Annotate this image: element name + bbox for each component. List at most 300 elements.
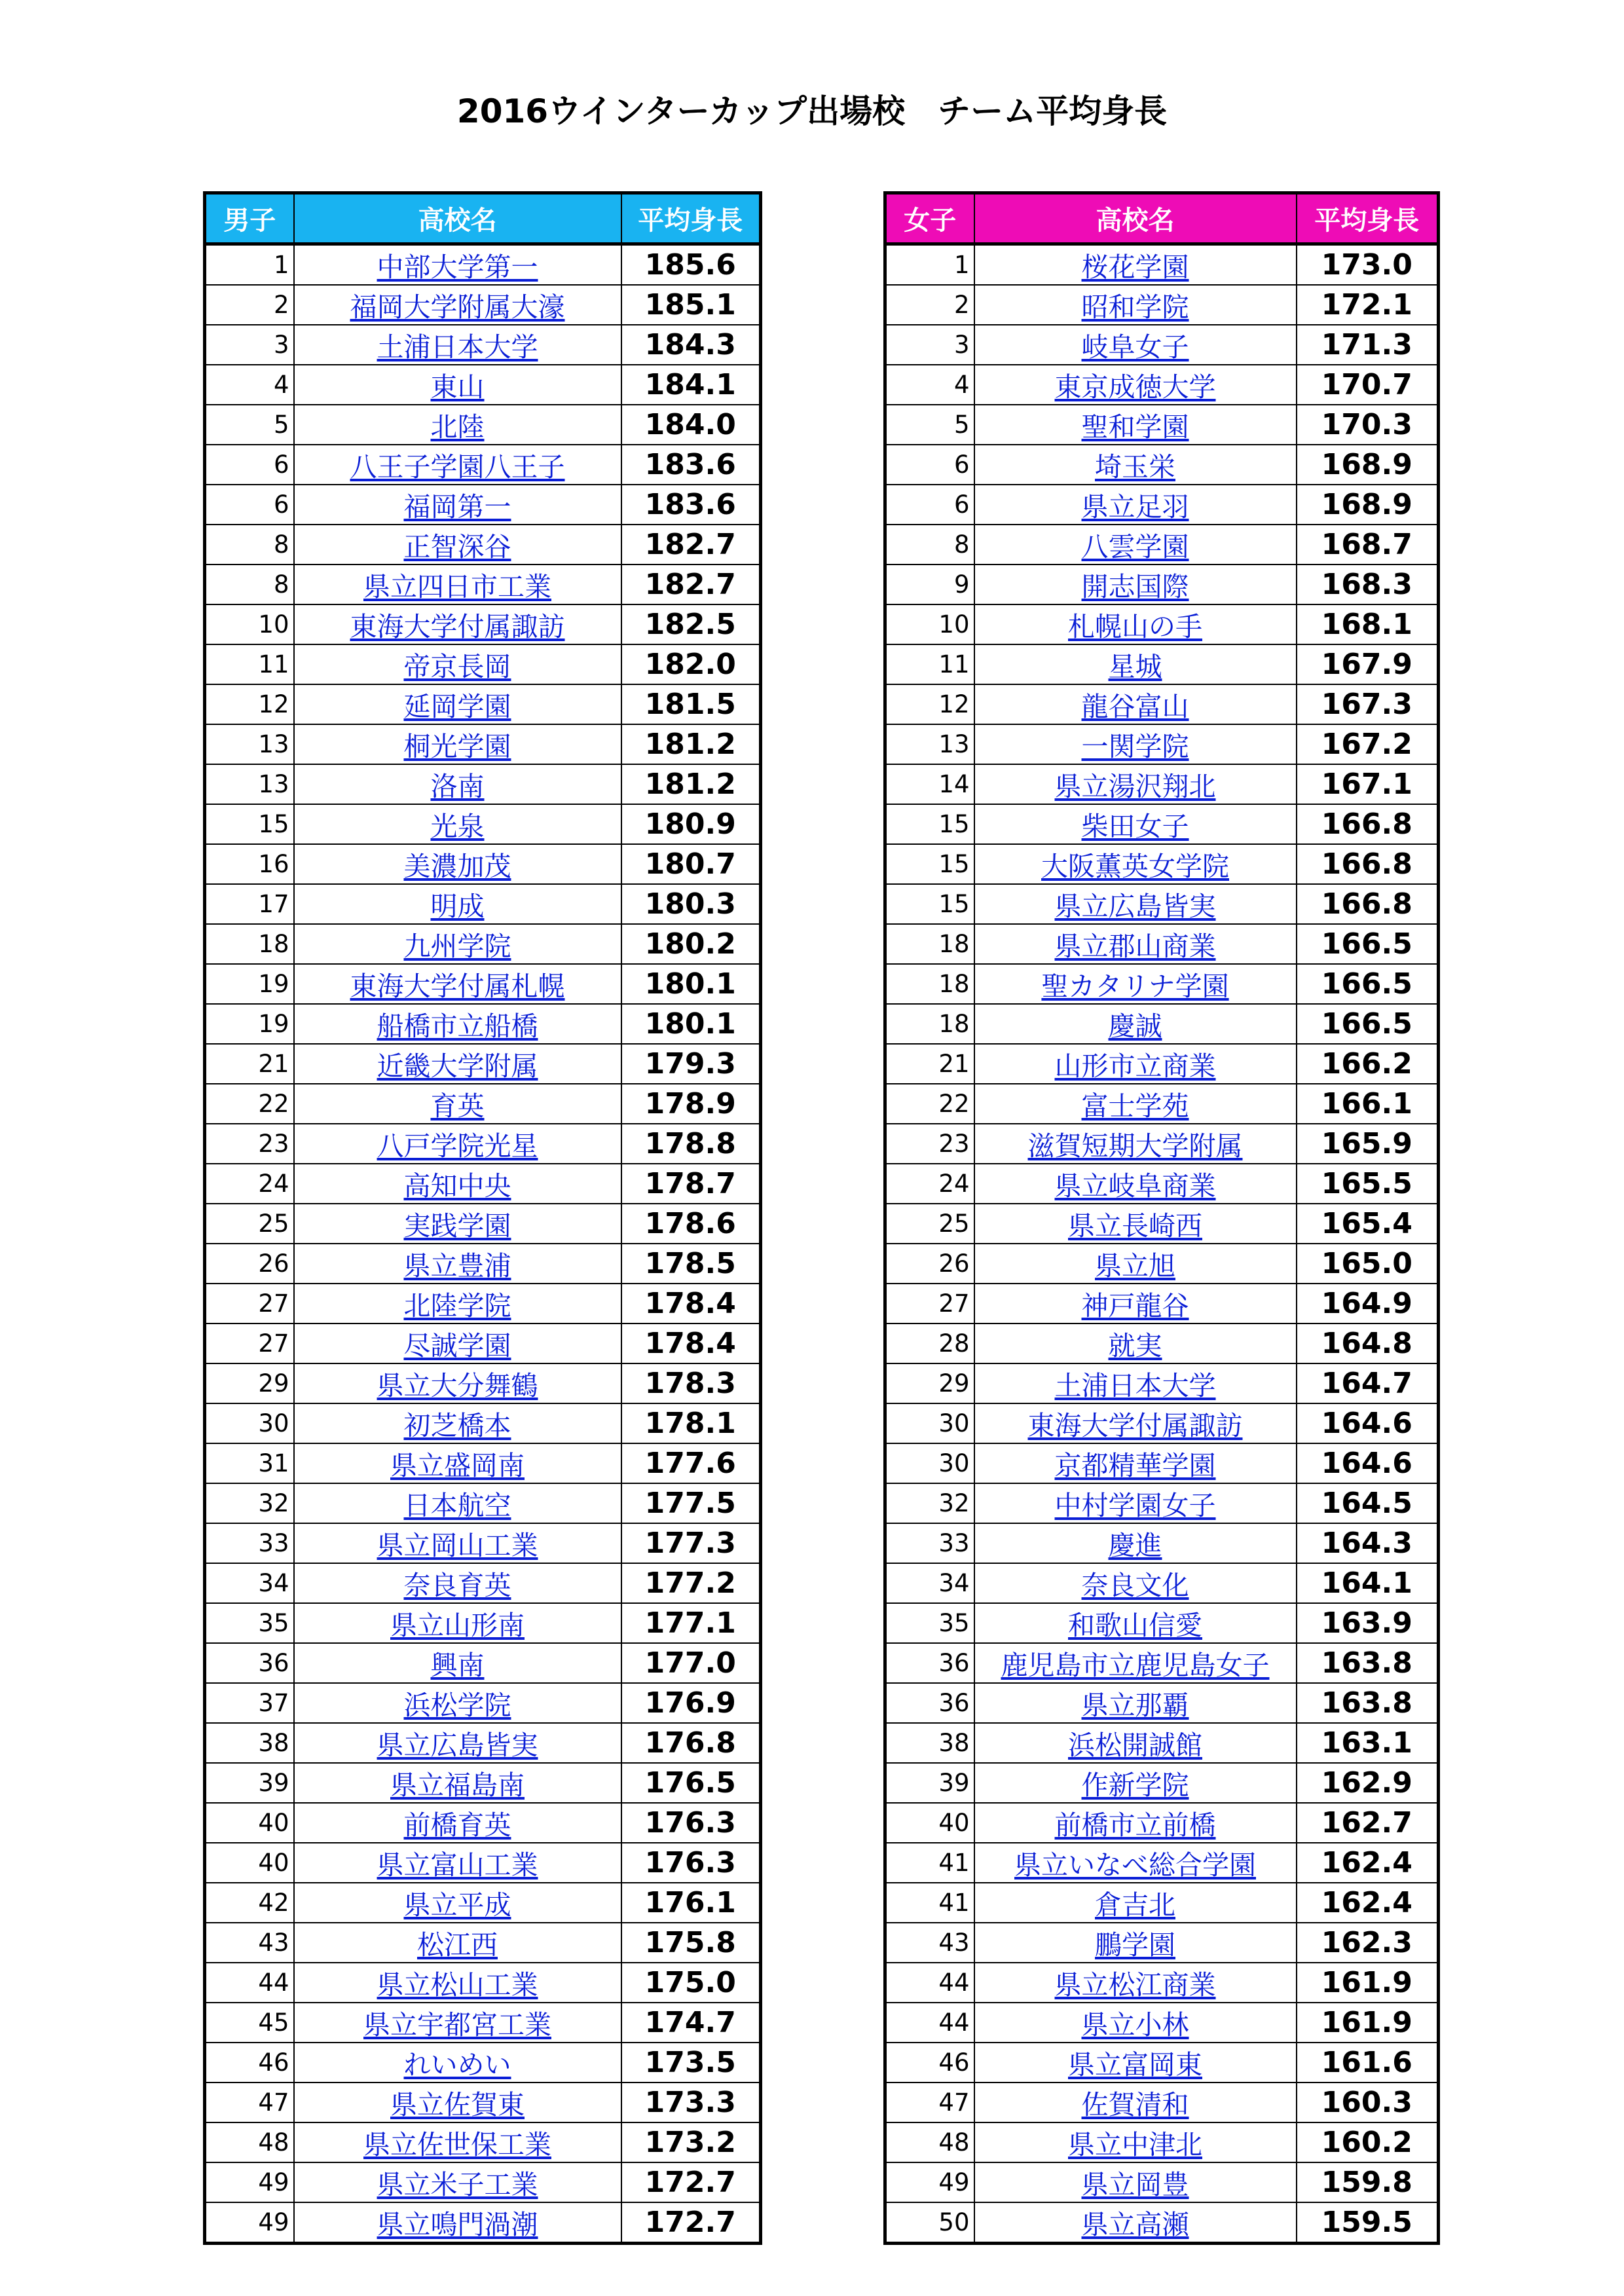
school-link[interactable]: 県立岡豊 <box>1081 2169 1189 2200</box>
rank-cell: 28 <box>885 1324 974 1363</box>
school-cell <box>974 365 1297 405</box>
average-height-cell: 181.2 <box>621 724 761 764</box>
average-height-cell: 176.9 <box>621 1683 761 1723</box>
school-cell <box>294 405 621 445</box>
school-cell <box>294 1803 621 1843</box>
average-height-cell: 166.5 <box>1297 964 1439 1004</box>
girls-header-row <box>885 193 1439 244</box>
school-link[interactable]: 桐光学園 <box>403 731 511 762</box>
school-link[interactable]: 岐阜女子 <box>1081 331 1189 363</box>
rank-cell: 40 <box>205 1843 294 1883</box>
boys-table-row <box>205 1803 761 1843</box>
girls-table-row <box>885 2202 1439 2244</box>
rank-cell: 27 <box>205 1324 294 1363</box>
school-link[interactable]: 滋賀短期大学附属 <box>1027 1130 1243 1162</box>
school-cell <box>294 1204 621 1244</box>
rank-cell: 33 <box>885 1523 974 1563</box>
school-link[interactable]: 昭和学院 <box>1081 291 1189 323</box>
rank-cell: 15 <box>205 804 294 844</box>
school-link[interactable]: 聖カタリナ学園 <box>1041 971 1229 1002</box>
girls-table-row <box>885 285 1439 325</box>
school-link[interactable]: 光泉 <box>430 811 485 842</box>
rank-cell: 30 <box>885 1443 974 1483</box>
school-link[interactable]: 県立小林 <box>1081 2009 1189 2041</box>
school-link[interactable]: 県立郡山商業 <box>1054 931 1216 962</box>
school-link[interactable]: 県立豊浦 <box>403 1250 511 1282</box>
average-height-cell: 167.3 <box>1297 684 1439 724</box>
school-cell <box>974 1803 1297 1843</box>
rank-cell: 18 <box>885 964 974 1004</box>
school-link[interactable]: 県立福島南 <box>390 1769 525 1801</box>
girls-table-row <box>885 2003 1439 2043</box>
rank-cell: 11 <box>205 644 294 684</box>
boys-table-row <box>205 2043 761 2083</box>
girls-table-row <box>885 2162 1439 2202</box>
school-link[interactable]: 東京成徳大学 <box>1054 371 1216 403</box>
boys-table-row <box>205 1563 761 1603</box>
school-link[interactable]: 県立佐賀東 <box>390 2089 525 2120</box>
boys-table-row <box>205 2162 761 2202</box>
average-height-cell: 165.9 <box>1297 1124 1439 1164</box>
average-height-cell: 166.8 <box>1297 884 1439 924</box>
school-cell <box>974 1004 1297 1044</box>
girls-height-table <box>883 191 1440 2245</box>
average-height-cell: 163.1 <box>1297 1723 1439 1763</box>
girls-table-row <box>885 1164 1439 1204</box>
school-link[interactable]: 県立足羽 <box>1081 491 1189 523</box>
school-link[interactable]: 県立那覇 <box>1081 1690 1189 1721</box>
girls-table-row <box>885 1044 1439 1084</box>
school-link[interactable]: 興南 <box>430 1650 485 1681</box>
girls-table-body <box>885 244 1439 2244</box>
school-link[interactable]: 福岡大学附属大濠 <box>350 291 565 323</box>
boys-table-row <box>205 244 761 286</box>
school-cell <box>294 924 621 964</box>
average-height-cell: 172.7 <box>621 2162 761 2202</box>
average-height-cell: 165.4 <box>1297 1204 1439 1244</box>
average-height-cell: 168.3 <box>1297 565 1439 604</box>
average-height-cell: 166.1 <box>1297 1084 1439 1124</box>
rank-cell: 46 <box>205 2043 294 2083</box>
school-cell <box>294 365 621 405</box>
average-height-cell: 162.4 <box>1297 1883 1439 1923</box>
school-link[interactable]: 明成 <box>430 891 485 922</box>
school-link[interactable]: 大阪薫英女学院 <box>1041 851 1229 882</box>
girls-table-row <box>885 1204 1439 1244</box>
rank-cell: 40 <box>885 1803 974 1843</box>
school-cell <box>294 525 621 565</box>
girls-table-row <box>885 684 1439 724</box>
boys-table-row <box>205 1084 761 1124</box>
boys-table-row <box>205 1883 761 1923</box>
school-link[interactable]: 県立中津北 <box>1068 2129 1202 2160</box>
rank-cell: 12 <box>885 684 974 724</box>
school-link[interactable]: 東海大学付属諏訪 <box>350 611 565 642</box>
school-link[interactable]: 札幌山の手 <box>1068 611 1202 642</box>
school-link[interactable]: 県立鳴門渦潮 <box>377 2209 538 2240</box>
average-height-cell: 162.4 <box>1297 1843 1439 1883</box>
school-link[interactable]: 実践学園 <box>403 1210 511 1242</box>
average-height-cell: 175.0 <box>621 1963 761 2003</box>
school-link[interactable]: 県立岐阜商業 <box>1054 1170 1216 1202</box>
school-link[interactable]: 県立大分舞鶴 <box>377 1370 538 1401</box>
rank-cell: 12 <box>205 684 294 724</box>
rank-cell: 36 <box>885 1683 974 1723</box>
average-height-cell: 174.7 <box>621 2003 761 2043</box>
school-link[interactable]: 倉吉北 <box>1095 1889 1175 1921</box>
average-height-cell: 180.3 <box>621 884 761 924</box>
boys-table-row <box>205 1244 761 1284</box>
school-link[interactable]: 県立広島皆実 <box>1054 891 1216 922</box>
school-link[interactable]: 県立広島皆実 <box>377 1730 538 1761</box>
average-height-cell: 164.6 <box>1297 1403 1439 1443</box>
school-link[interactable]: 洛南 <box>430 771 485 802</box>
boys-table-row <box>205 1923 761 1963</box>
average-height-cell: 173.2 <box>621 2122 761 2162</box>
school-cell <box>974 844 1297 884</box>
average-height-cell: 178.5 <box>621 1244 761 1284</box>
boys-table-row <box>205 1523 761 1563</box>
school-link[interactable]: 奈良文化 <box>1081 1570 1189 1601</box>
rank-cell: 27 <box>205 1284 294 1324</box>
school-link[interactable]: 美濃加茂 <box>403 851 511 882</box>
rank-cell: 14 <box>885 764 974 804</box>
school-cell <box>974 964 1297 1004</box>
school-cell <box>294 2043 621 2083</box>
school-cell <box>294 1523 621 1563</box>
school-cell <box>974 924 1297 964</box>
rank-cell: 32 <box>205 1483 294 1523</box>
school-cell <box>294 1603 621 1643</box>
school-link[interactable]: 和歌山信愛 <box>1068 1610 1202 1641</box>
rank-cell: 3 <box>205 325 294 365</box>
school-link[interactable]: 日本航空 <box>403 1490 511 1521</box>
rank-cell: 13 <box>205 724 294 764</box>
rank-cell: 15 <box>885 804 974 844</box>
school-cell <box>294 2083 621 2122</box>
rank-cell: 49 <box>205 2162 294 2202</box>
rank-cell: 30 <box>205 1403 294 1443</box>
school-link[interactable]: 北陸 <box>430 411 485 443</box>
school-link[interactable]: 県立山形南 <box>390 1610 525 1641</box>
school-link[interactable]: 松江西 <box>417 1929 498 1961</box>
school-link[interactable]: 前橋市立前橋 <box>1054 1809 1216 1841</box>
rank-cell: 39 <box>205 1763 294 1803</box>
school-link[interactable]: 八雲学園 <box>1081 531 1189 563</box>
school-link[interactable]: 県立富岡東 <box>1068 2049 1202 2081</box>
girls-table-row <box>885 964 1439 1004</box>
boys-table-row <box>205 924 761 964</box>
school-cell <box>294 1004 621 1044</box>
school-link[interactable]: 県立米子工業 <box>377 2169 538 2200</box>
school-link[interactable]: 県立松山工業 <box>377 1969 538 2001</box>
girls-table-row <box>885 525 1439 565</box>
average-height-cell: 162.9 <box>1297 1763 1439 1803</box>
school-link[interactable]: 北陸学院 <box>403 1290 511 1322</box>
rank-cell: 23 <box>885 1124 974 1164</box>
boys-table-row <box>205 325 761 365</box>
school-link[interactable]: 育英 <box>430 1090 485 1122</box>
school-link[interactable]: 東山 <box>430 371 485 403</box>
school-link[interactable]: 帝京長岡 <box>403 651 511 682</box>
school-cell <box>294 1084 621 1124</box>
girls-school-header: 高校名 <box>974 193 1297 244</box>
school-cell <box>974 1523 1297 1563</box>
school-link[interactable]: 延岡学園 <box>403 691 511 722</box>
school-link[interactable]: 龍谷富山 <box>1081 691 1189 722</box>
average-height-cell: 184.1 <box>621 365 761 405</box>
average-height-cell: 173.0 <box>1297 244 1439 286</box>
school-link[interactable]: 県立四日市工業 <box>363 571 551 602</box>
school-cell <box>294 1843 621 1883</box>
boys-table-row <box>205 1603 761 1643</box>
average-height-cell: 183.6 <box>621 445 761 485</box>
rank-cell: 6 <box>885 445 974 485</box>
average-height-cell: 171.3 <box>1297 325 1439 365</box>
average-height-cell: 176.5 <box>621 1763 761 1803</box>
boys-rank-header: 男子 <box>205 193 294 244</box>
boys-table-row <box>205 1363 761 1403</box>
school-link[interactable]: 浜松学院 <box>403 1690 511 1721</box>
boys-table-row <box>205 1643 761 1683</box>
school-cell <box>974 684 1297 724</box>
school-cell <box>974 1164 1297 1204</box>
boys-table-row <box>205 405 761 445</box>
rank-cell: 17 <box>205 884 294 924</box>
school-link[interactable]: 鹿児島市立鹿児島女子 <box>1001 1650 1270 1681</box>
rank-cell: 49 <box>205 2202 294 2244</box>
girls-table-row <box>885 1723 1439 1763</box>
rank-cell: 10 <box>885 604 974 644</box>
average-height-cell: 177.3 <box>621 1523 761 1563</box>
school-link[interactable]: 土浦日本大学 <box>377 331 538 363</box>
school-cell <box>294 1643 621 1683</box>
boys-table-row <box>205 1324 761 1363</box>
school-cell <box>294 1044 621 1084</box>
boys-table-row <box>205 1044 761 1084</box>
rank-cell: 34 <box>885 1563 974 1603</box>
average-height-cell: 178.1 <box>621 1403 761 1443</box>
school-cell <box>294 964 621 1004</box>
average-height-cell: 164.5 <box>1297 1483 1439 1523</box>
school-link[interactable]: 星城 <box>1108 651 1162 682</box>
school-cell <box>974 1324 1297 1363</box>
rank-cell: 6 <box>205 445 294 485</box>
school-link[interactable]: 八戸学院光星 <box>377 1130 538 1162</box>
girls-table-row <box>885 1483 1439 1523</box>
school-link[interactable]: 船橋市立船橋 <box>377 1010 538 1042</box>
school-link[interactable]: 浜松開誠館 <box>1068 1730 1202 1761</box>
school-link[interactable]: 九州学院 <box>403 931 511 962</box>
school-cell <box>294 844 621 884</box>
school-link[interactable]: 県立佐世保工業 <box>363 2129 551 2160</box>
school-link[interactable]: 県立平成 <box>403 1889 511 1921</box>
boys-table-row <box>205 684 761 724</box>
average-height-cell: 185.6 <box>621 244 761 286</box>
school-link[interactable]: れいめい <box>403 2049 511 2081</box>
girls-table-row <box>885 1523 1439 1563</box>
rank-cell: 6 <box>885 485 974 525</box>
girls-table-row <box>885 1443 1439 1483</box>
school-cell <box>974 1563 1297 1603</box>
school-link[interactable]: 就実 <box>1108 1330 1162 1361</box>
school-cell <box>974 1284 1297 1324</box>
boys-table-row <box>205 1483 761 1523</box>
school-cell <box>294 1683 621 1723</box>
school-link[interactable]: 東海大学付属札幌 <box>350 971 565 1002</box>
boys-table-row <box>205 1004 761 1044</box>
rank-cell: 27 <box>885 1284 974 1324</box>
rank-cell: 18 <box>885 924 974 964</box>
boys-table-row <box>205 1723 761 1763</box>
average-height-cell: 166.8 <box>1297 844 1439 884</box>
boys-table-row <box>205 2083 761 2122</box>
girls-table-row <box>885 1403 1439 1443</box>
school-link[interactable]: 神戸龍谷 <box>1081 1290 1189 1322</box>
rank-cell: 47 <box>885 2083 974 2122</box>
school-link[interactable]: 県立旭 <box>1095 1250 1175 1282</box>
average-height-cell: 168.7 <box>1297 525 1439 565</box>
school-link[interactable]: 初芝橋本 <box>403 1410 511 1441</box>
rank-cell: 49 <box>885 2162 974 2202</box>
rank-cell: 26 <box>205 1244 294 1284</box>
average-height-cell: 164.9 <box>1297 1284 1439 1324</box>
average-height-cell: 179.3 <box>621 1044 761 1084</box>
school-link[interactable]: 山形市立商業 <box>1054 1050 1216 1082</box>
average-height-cell: 185.1 <box>621 285 761 325</box>
school-link[interactable]: 奈良育英 <box>403 1570 511 1601</box>
school-link[interactable]: 作新学院 <box>1081 1769 1189 1801</box>
school-link[interactable]: 東海大学付属諏訪 <box>1027 1410 1243 1441</box>
school-link[interactable]: 尽誠学園 <box>403 1330 511 1361</box>
rank-cell: 38 <box>205 1723 294 1763</box>
school-link[interactable]: 県立高瀬 <box>1081 2209 1189 2240</box>
rank-cell: 29 <box>885 1363 974 1403</box>
school-link[interactable]: 慶誠 <box>1108 1010 1162 1042</box>
school-cell <box>974 1963 1297 2003</box>
school-link[interactable]: 県立岡山工業 <box>377 1530 538 1561</box>
rank-cell: 25 <box>205 1204 294 1244</box>
school-link[interactable]: 県立盛岡南 <box>390 1450 525 1481</box>
school-link[interactable]: 一関学院 <box>1081 731 1189 762</box>
girls-table-row <box>885 724 1439 764</box>
school-cell <box>974 244 1297 286</box>
boys-table-row <box>205 1124 761 1164</box>
school-link[interactable]: 前橋育英 <box>403 1809 511 1841</box>
rank-cell: 2 <box>205 285 294 325</box>
school-cell <box>974 1483 1297 1523</box>
average-height-cell: 164.8 <box>1297 1324 1439 1363</box>
boys-table-row <box>205 1204 761 1244</box>
school-link[interactable]: 聖和学園 <box>1081 411 1189 443</box>
school-link[interactable]: 県立湯沢翔北 <box>1054 771 1216 802</box>
school-cell <box>294 1363 621 1403</box>
rank-cell: 44 <box>885 1963 974 2003</box>
boys-table-row <box>205 1164 761 1204</box>
girls-table-row <box>885 405 1439 445</box>
boys-table-row <box>205 724 761 764</box>
school-link[interactable]: 高知中央 <box>403 1170 511 1202</box>
average-height-cell: 182.5 <box>621 604 761 644</box>
boys-table-row <box>205 365 761 405</box>
average-height-cell: 168.1 <box>1297 604 1439 644</box>
school-link[interactable]: 県立富山工業 <box>377 1849 538 1881</box>
school-link[interactable]: 開志国際 <box>1081 571 1189 602</box>
school-link[interactable]: 県立いなべ総合学園 <box>1014 1849 1256 1881</box>
school-link[interactable]: 桜花学園 <box>1081 251 1189 283</box>
rank-cell: 26 <box>885 1244 974 1284</box>
girls-table-row <box>885 1084 1439 1124</box>
school-link[interactable]: 正智深谷 <box>403 531 511 563</box>
school-link[interactable]: 福岡第一 <box>403 491 511 523</box>
average-height-cell: 178.3 <box>621 1363 761 1403</box>
school-cell <box>974 2083 1297 2122</box>
school-link[interactable]: 柴田女子 <box>1081 811 1189 842</box>
school-cell <box>974 604 1297 644</box>
girls-table-row <box>885 2083 1439 2122</box>
rank-cell: 35 <box>885 1603 974 1643</box>
school-cell <box>974 1603 1297 1643</box>
girls-table-row <box>885 1883 1439 1923</box>
school-cell <box>294 244 621 286</box>
school-link[interactable]: 慶進 <box>1108 1530 1162 1561</box>
rank-cell: 48 <box>205 2122 294 2162</box>
school-link[interactable]: 近畿大学附属 <box>377 1050 538 1082</box>
average-height-cell: 161.9 <box>1297 1963 1439 2003</box>
girls-table-row <box>885 2122 1439 2162</box>
average-height-cell: 162.3 <box>1297 1923 1439 1963</box>
average-height-cell: 167.2 <box>1297 724 1439 764</box>
girls-table-row <box>885 1643 1439 1683</box>
average-height-cell: 166.8 <box>1297 804 1439 844</box>
rank-cell: 5 <box>205 405 294 445</box>
school-link[interactable]: 佐賀清和 <box>1081 2089 1189 2120</box>
school-cell <box>974 1723 1297 1763</box>
school-link[interactable]: 県立松江商業 <box>1054 1969 1216 2001</box>
rank-cell: 1 <box>885 244 974 286</box>
rank-cell: 18 <box>205 924 294 964</box>
school-cell <box>974 2043 1297 2083</box>
school-link[interactable]: 中村学園女子 <box>1054 1490 1216 1521</box>
school-link[interactable]: 八王子学園八王子 <box>350 451 565 483</box>
average-height-cell: 166.5 <box>1297 924 1439 964</box>
boys-table-row <box>205 445 761 485</box>
school-link[interactable]: 鵬学園 <box>1095 1929 1175 1961</box>
school-link[interactable]: 中部大学第一 <box>377 251 538 283</box>
girls-table-row <box>885 365 1439 405</box>
school-cell <box>974 405 1297 445</box>
rank-cell: 32 <box>885 1483 974 1523</box>
average-height-cell: 165.5 <box>1297 1164 1439 1204</box>
rank-cell: 4 <box>885 365 974 405</box>
school-link[interactable]: 富士学苑 <box>1081 1090 1189 1122</box>
rank-cell: 22 <box>885 1084 974 1124</box>
school-link[interactable]: 埼玉栄 <box>1095 451 1175 483</box>
average-height-cell: 168.9 <box>1297 445 1439 485</box>
school-link[interactable]: 京都精華学園 <box>1054 1450 1216 1481</box>
school-cell <box>294 1403 621 1443</box>
school-link[interactable]: 県立宇都宮工業 <box>363 2009 551 2041</box>
average-height-cell: 161.9 <box>1297 2003 1439 2043</box>
boys-table-row <box>205 2202 761 2244</box>
school-link[interactable]: 県立長崎西 <box>1068 1210 1202 1242</box>
school-link[interactable]: 土浦日本大学 <box>1054 1370 1216 1401</box>
boys-table-row <box>205 764 761 804</box>
rank-cell: 18 <box>885 1004 974 1044</box>
average-height-cell: 168.9 <box>1297 485 1439 525</box>
rank-cell: 8 <box>205 565 294 604</box>
rank-cell: 16 <box>205 844 294 884</box>
